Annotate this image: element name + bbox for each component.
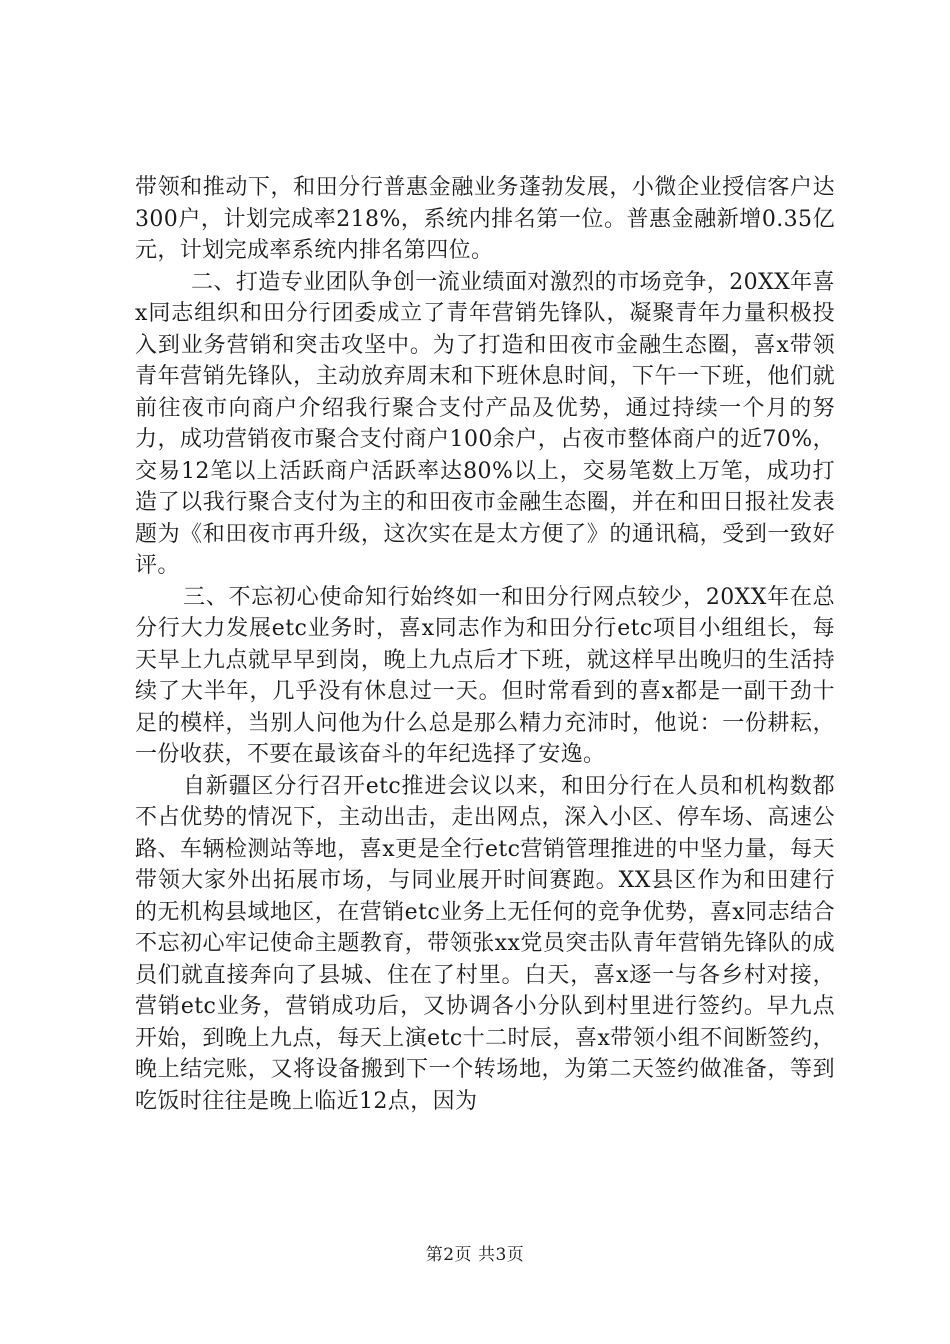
- page-number-footer: 第2页 共3页: [425, 1245, 525, 1265]
- document-body: [135, 172, 835, 1117]
- paragraph-etc-promotion: 自新疆区分行召开etc推进会议以来，和田分行在人员和机构数都不占优势的情况下，主动出击，走出网点，深入小区、停车场、高速公路、车辆检测站等地，喜x更是全行etc营销管理推进的中坚力量，每天带领大家外出拓展市场，与同业展开时间赛跑。XX县区作为和田建行的无机构县域地区，在营销etc业务上无任何的竞争优势，喜x同志结合不忘初心牢记使命主题教育，带领张xx党员突击队青年营销先锋队的成员们就直接奔向了县城、住在了村里。白天，喜x逐一与各乡村对接，营销etc业务，营销成功后，又协调各小分队到村里进行签约。早九点开始，到晚上九点，每天上演etc十二时辰，喜x带领小组不间断签约，晚上结完账，又将设备搬到下一个转场地，为第二天签约做准备，等到吃饭时往往是晚上临近12点，因为: [135, 773, 835, 1114]
- paragraph-section-two: 二、打造专业团队争创一流业绩面对激烈的市场竞争，20XX年喜x同志组织和田分行团委成立了青年营销先锋队，凝聚青年力量积极投入到业务营销和突击攻坚中。为了打造和田夜市金融生态圈，喜x带领青年营销先锋队，主动放弃周末和下班休息时间，下午一下班，他们就前往夜市向商户介绍我行聚合支付产品及优势，通过持续一个月的努力，成功营销夜市聚合支付商户100余户，占夜市整体商户的近70%，交易12笔以上活跃商户活跃率达80%以上，交易笔数上万笔，成功打造了以我行聚合支付为主的和田夜市金融生态圈，并在和田日报社发表题为《和田夜市再升级，这次实在是太方便了》的通讯稿，受到一致好评。: [135, 269, 835, 578]
- paragraph-continuation: 带领和推动下，和田分行普惠金融业务蓬勃发展，小微企业授信客户达300户，计划完成率218%，系统内排名第一位。普惠金融新增0.35亿元，计划完成率系统内排名第四位。: [135, 175, 835, 263]
- paragraph-section-three: 三、不忘初心使命知行始终如一和田分行网点较少，20XX年在总分行大力发展etc业务时，喜x同志作为和田分行etc项目小组组长，每天早上九点就早早到岗，晚上九点后才下班，就这样早出晚归的生活持续了大半年，几乎没有休息过一天。但时常看到的喜x都是一副干劲十足的模样，当别人问他为什么总是那么精力充沛时，他说：一份耕耘，一份收获，不要在最该奋斗的年纪选择了安逸。: [135, 584, 835, 767]
